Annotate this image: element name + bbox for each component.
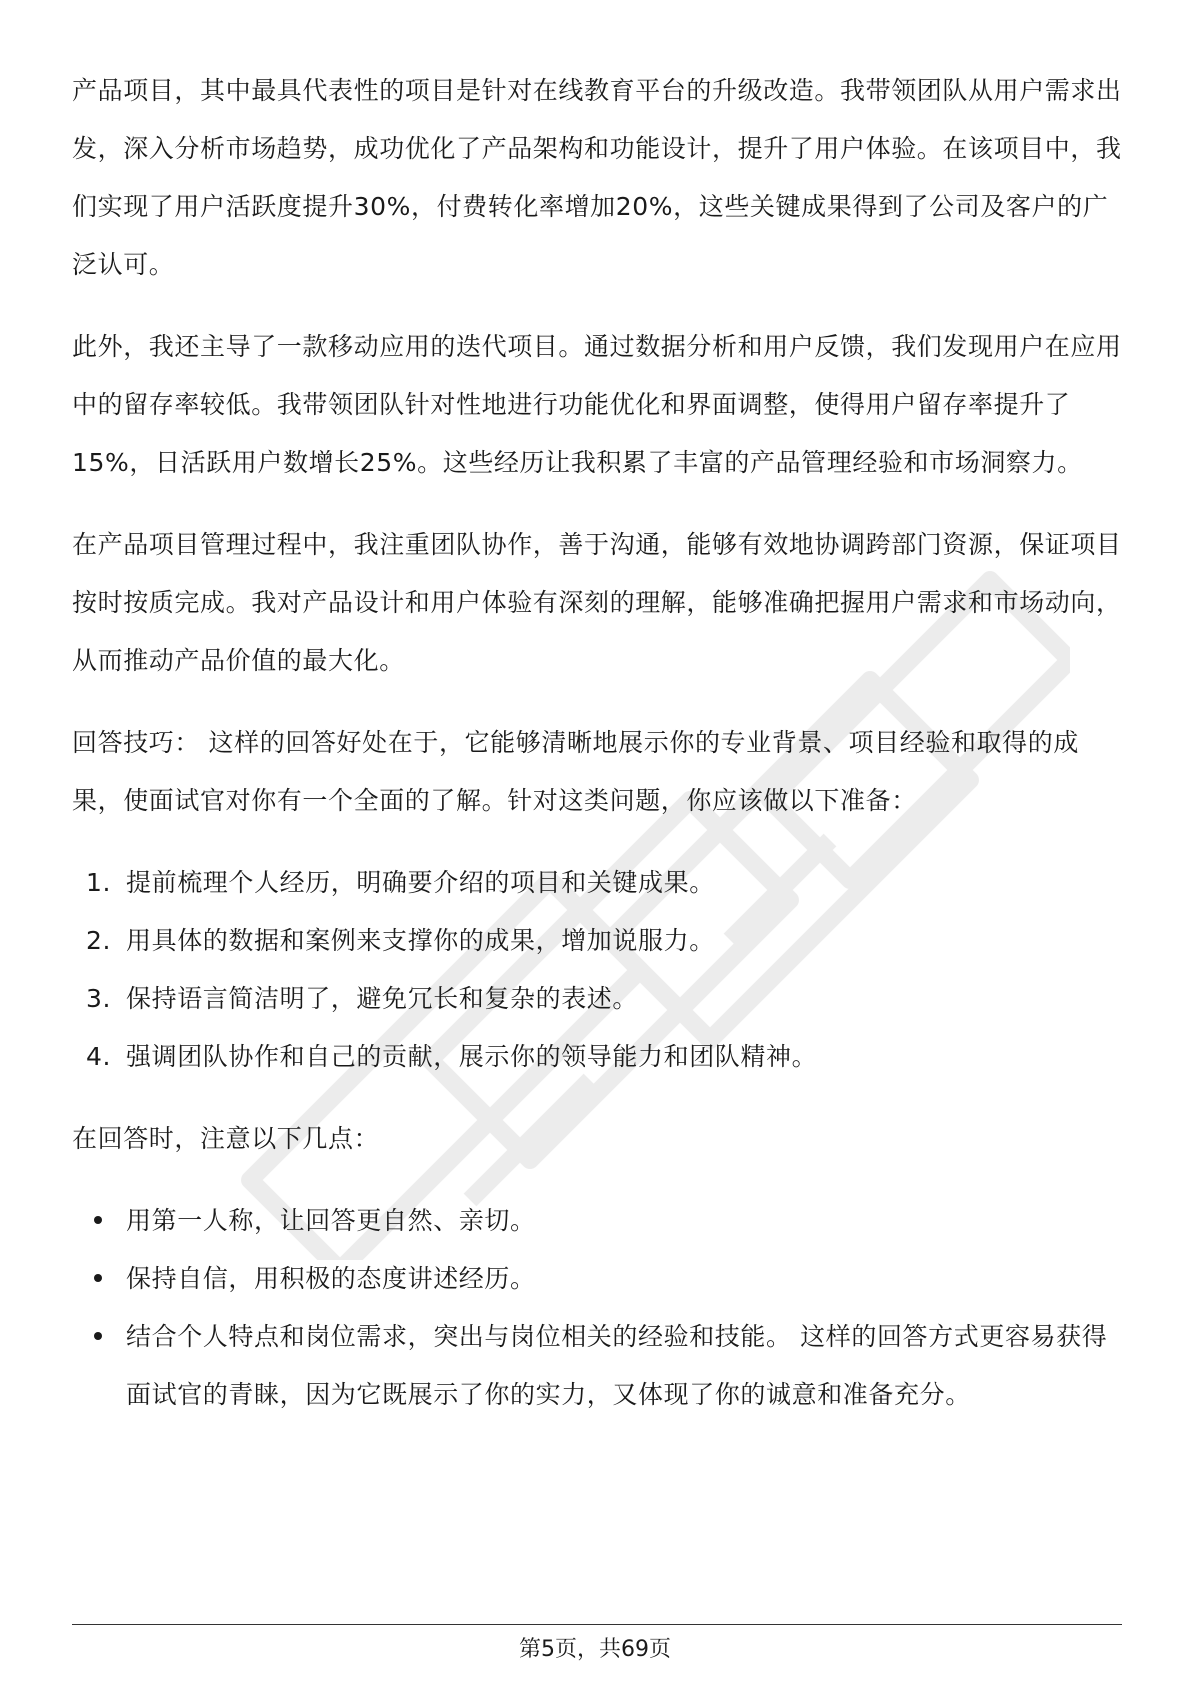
list-item-text: 用第一人称，让回答更自然、亲切。: [126, 1206, 536, 1235]
paragraph-mobile-app: 此外，我还主导了一款移动应用的迭代项目。通过数据分析和用户反馈，我们发现用户在应用中的留存率较低。我带领团队针对性地进行功能优化和界面调整，使得用户留存率提升了15%，日活跃用户数增长25%。这些经历让我积累了丰富的产品管理经验和市场洞察力。: [72, 332, 1122, 477]
list-item-number: 4.: [86, 1042, 112, 1071]
list-item-number: 1.: [86, 868, 112, 897]
notes-heading: 在回答时，注意以下几点：: [72, 1124, 380, 1153]
bullet-icon: [94, 1274, 102, 1282]
notes-list: [72, 1192, 1122, 1424]
list-item: [72, 1192, 1122, 1250]
preparation-list: [72, 854, 1122, 1086]
list-item-text: 强调团队协作和自己的贡献，展示你的领导能力和团队精神。: [126, 1042, 818, 1071]
list-item-text: 结合个人特点和岗位需求，突出与岗位相关的经验和技能。 这样的回答方式更容易获得面试官的青睐，因为它既展示了你的实力，又体现了你的诚意和准备充分。: [126, 1322, 1108, 1409]
list-item-number: 3.: [86, 984, 112, 1013]
list-item: [72, 1250, 1122, 1308]
list-item-text: 用具体的数据和案例来支撑你的成果，增加说服力。: [126, 926, 715, 955]
list-item: [72, 912, 1122, 970]
page-number: 第5页，共69页: [519, 1637, 671, 1662]
paragraph-answer-tips: 回答技巧： 这样的回答好处在于，它能够清晰地展示你的专业背景、项目经验和取得的成果，使面试官对你有一个全面的了解。针对这类问题，你应该做以下准备：: [72, 728, 1079, 815]
list-item: [72, 1028, 1122, 1086]
list-item-number: 2.: [86, 926, 112, 955]
paragraph-project-intro: 产品项目，其中最具代表性的项目是针对在线教育平台的升级改造。我带领团队从用户需求出发，深入分析市场趋势，成功优化了产品架构和功能设计，提升了用户体验。在该项目中，我们实现了用户活跃度提升30%，付费转化率增加20%，这些关键成果得到了公司及客户的广泛认可。: [72, 76, 1122, 279]
paragraph-team-collaboration: 在产品项目管理过程中，我注重团队协作，善于沟通，能够有效地协调跨部门资源，保证项目按时按质完成。我对产品设计和用户体验有深刻的理解，能够准确把握用户需求和市场动向，从而推动产品价值的最大化。: [72, 530, 1122, 675]
list-item-text: 提前梳理个人经历，明确要介绍的项目和关键成果。: [126, 868, 715, 897]
footer-divider: [72, 1624, 1122, 1625]
bullet-icon: [94, 1332, 102, 1340]
list-item-text: 保持语言简洁明了，避免冗长和复杂的表述。: [126, 984, 639, 1013]
list-item-text: 保持自信，用积极的态度讲述经历。: [126, 1264, 536, 1293]
list-item: [72, 1308, 1122, 1424]
list-item: [72, 970, 1122, 1028]
bullet-icon: [94, 1216, 102, 1224]
list-item: [72, 854, 1122, 912]
document-body: [72, 62, 1122, 1448]
